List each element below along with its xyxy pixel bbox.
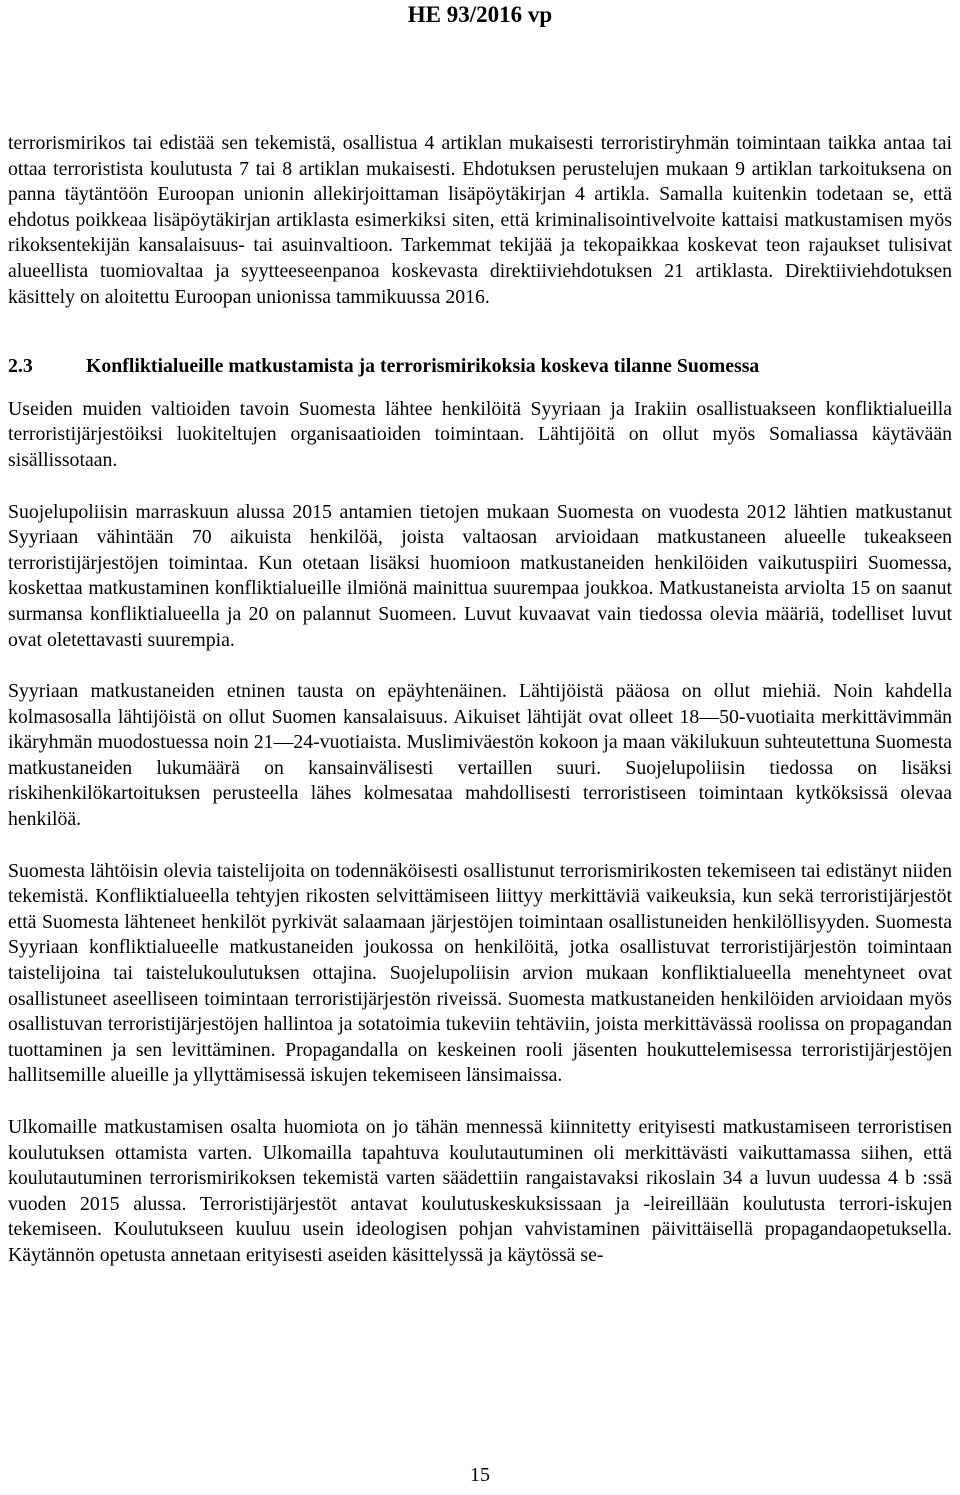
section-heading [8, 354, 952, 380]
paragraph: terrorismirikos tai edistää sen tekemistä, osallistua 4 artiklan mukaisesti terroristiryhmän toimintaan taikka antaa tai ottaa terroristista koulutusta 7 tai 8 artiklan mukaisesti. Ehdotuksen perustelujen mukaan 9 artiklan tarkoituksena on panna täytäntöön Euroopan unionin allekirjoittaman lisäpöytäkirjan 4 artikla. Samalla kuitenkin todetaan se, että ehdotus poikkeaa lisäpöytäkirjan artiklasta esimerkiksi siten, että kriminalisointivelvoite kattaisi matkustamisen myös rikoksentekijän kansalaisuus- tai asuinvaltioon. Tarkemmat tekijää ja tekopaikkaa koskevat teon rajaukset tulisivat alueellista tuomiovaltaa ja syytteeseenpanoa koskevasta direktiiviehdotuksen 21 artiklasta. Direktiiviehdotuksen käsittely on aloitettu Euroopan unionissa tammikuussa 2016. [8, 132, 952, 308]
section-number: 2.3 [8, 355, 33, 378]
page-header: HE 93/2016 vp [407, 2, 553, 27]
page-number: 15 [470, 1464, 490, 1486]
paragraph: Suomesta lähtöisin olevia taistelijoita on todennäköisesti osallistunut terrorismirikosten tekemiseen tai edistänyt niiden tekemistä. Konfliktialueella tehtyjen rikosten selvittämiseen liittyy merkittäviä vaikeuksia, kun sekä terroristijärjestöt että Suomesta lähteneet henkilöt pyrkivät salaamaan järjestöjen toimintaan osallistuneiden henkilöllisyyden. Suomesta Syyriaan konfliktialueelle matkustaneiden joukossa on henkilöitä, jotka osallistuvat terroristijärjestön toimintaan taistelijoina tai taistelukoulutuksen ottajina. Suojelupoliisin arvion mukaan konfliktialueella menehtyneet ovat osallistuneet aseelliseen toimintaan terroristijärjestön riveissä. Suomesta matkustaneiden henkilöiden arvioidaan myös osallistuvan terroristijärjestöjen hallintoa ja sotatoimia tukeviin tehtäviin, joista merkittävässä roolissa on propagandan tuottaminen ja sen levittäminen. Propagandalla on keskeinen rooli jäsenten houkuttelemisessa terroristijärjestöjen hallitsemille alueille ja yllyttämisessä iskujen tekemiseen länsimaissa. [8, 859, 952, 1087]
paragraph: Suojelupoliisin marraskuun alussa 2015 antamien tietojen mukaan Suomesta on vuodesta 2012 lähtien matkustanut Syyriaan vähintään 70 aikuista henkilöä, joista valtaosan arvioidaan matkustaneen alueelle tukeakseen terroristijärjestöjen toimintaa. Kun otetaan lisäksi huomioon matkustaneiden henkilöiden vaikutuspiiri Suomessa, koskettaa matkustaminen konfliktialueille ilmiönä mainittua suurempaa joukkoa. Matkustaneista arviolta 15 on saanut surmansa konfliktialueella ja 20 on palannut Suomeen. Luvut kuvaavat vain tiedossa olevia määriä, todelliset luvut ovat oletettavasti suurempia. [8, 500, 952, 651]
document-body [8, 131, 952, 1269]
paragraph: Syyriaan matkustaneiden etninen tausta on epäyhtenäinen. Lähtijöistä pääosa on ollut miehiä. Noin kahdella kolmasosalla lähtijöistä on ollut Suomen kansalaisuus. Aikuiset lähtijät ovat olleet 18—50-vuotiaita merkittävimmän ikäryhmän muodostuessa noin 21—24-vuotiaista. Muslimiväestön kokoon ja maan väkilukuun suhteutettuna Suomesta matkustaneiden lukumäärä on kansainvälisesti vertaillen suuri. Suojelupoliisin tiedossa on lisäksi riskihenkilökartoituksen perusteella lähes kolmesataa mahdollisesti terroristiseen toimintaan kytköksissä olevaa henkilöä. [8, 680, 952, 831]
section-title: Konfliktialueille matkustamista ja terrorismirikoksia koskeva tilanne Suomessa [86, 355, 760, 378]
paragraph: Useiden muiden valtioiden tavoin Suomesta lähtee henkilöitä Syyriaan ja Irakiin osallistuakseen konfliktialueilla terroristijärjestöiksi luokiteltujen organisaatioiden toimintaan. Lähtijöitä on ollut myös Somaliassa käytävään sisällissotaan. [8, 397, 952, 471]
paragraph: Ulkomaille matkustamisen osalta huomiota on jo tähän mennessä kiinnitetty erityisesti matkustamiseen terroristisen koulutuksen ottamista varten. Ulkomailla tapahtuva koulutautuminen oli merkittävästi vaikuttamassa siihen, että koulutautuminen terrorismirikoksen tekemistä varten säädettiin rangaistavaksi rikoslain 34 a luvun uudessa 4 b :ssä vuoden 2015 alussa. Terroristijärjestöt antavat koulutuskeskuksissaan ja -leireillään koulutusta terrori-iskujen tekemiseen. Koulutukseen kuuluu usein ideologisen pohjan vahvistaminen päivittäisellä propagandaopetuksella. Käytännön opetusta annetaan erityisesti aseiden käsittelyssä ja käytössä se- [8, 1116, 952, 1266]
